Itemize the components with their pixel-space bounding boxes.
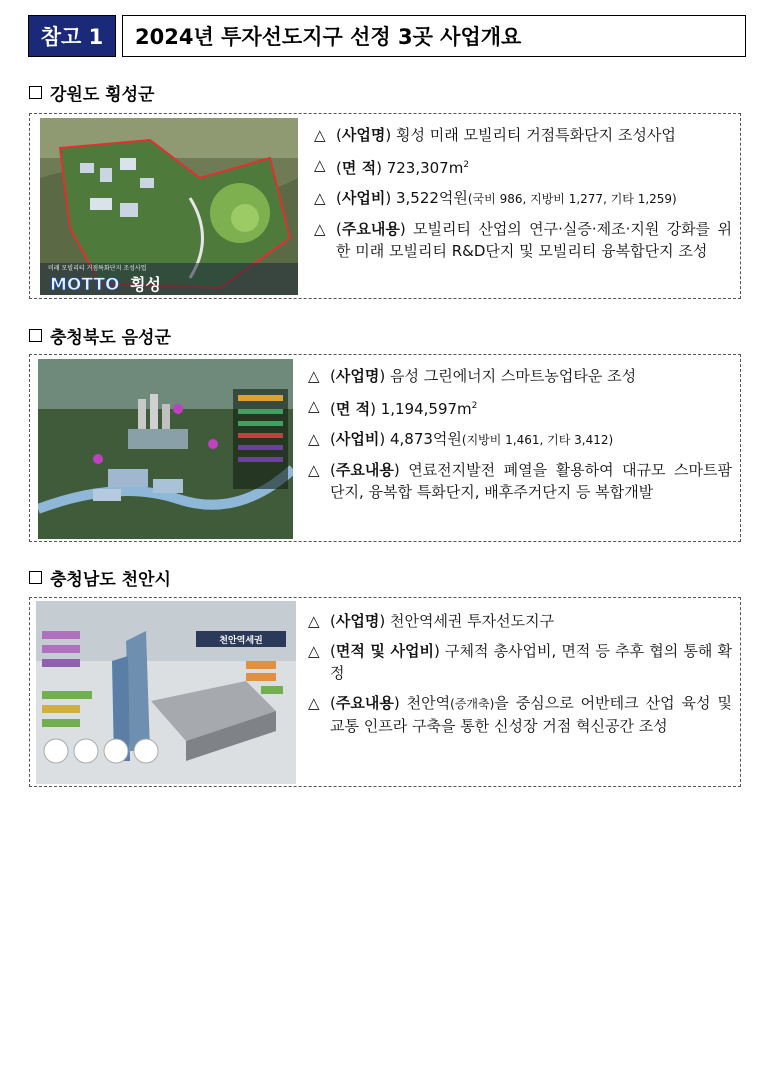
white-triangle-icon: △ bbox=[308, 461, 320, 479]
white-square-icon bbox=[29, 571, 42, 584]
section-panel-eumseong bbox=[29, 354, 741, 542]
item-list bbox=[314, 124, 732, 270]
rendering-image bbox=[36, 601, 296, 784]
rendering-image bbox=[38, 359, 293, 539]
list-item: △ (사업비) 3,522억원(국비 986, 지방비 1,277, 기타 1,259) bbox=[314, 187, 732, 210]
photo-caption-small: 미래 모빌리티 거점특화단지 조성사업 bbox=[48, 265, 147, 272]
aerial-map-image bbox=[40, 118, 298, 295]
section-panel-hoengseong bbox=[29, 113, 741, 299]
list-item: △ (사업명) 천안역세권 투자선도지구 bbox=[308, 612, 555, 630]
list-item: △ (주요내용) 모빌리티 산업의 연구·실증·제조·지원 강화를 위한 미래 모빌리티 R&D단지 및 모빌리티 융복합단지 조성 bbox=[314, 220, 732, 260]
reference-tag: 참고 1 bbox=[28, 15, 116, 57]
list-item: △ (면적 및 사업비) 구체적 총사업비, 면적 등 추후 협의 통해 확정 bbox=[308, 642, 732, 682]
section-heading-eumseong: 충청북도 음성군 bbox=[29, 323, 171, 348]
white-triangle-icon: △ bbox=[308, 397, 320, 415]
list-item: △ (사업명) 횡성 미래 모빌리티 거점특화단지 조성사업 bbox=[314, 126, 676, 144]
white-triangle-icon: △ bbox=[308, 612, 320, 630]
white-triangle-icon: △ bbox=[314, 220, 326, 238]
list-item: △ (면 적) $723,307m^2$ bbox=[314, 156, 470, 177]
white-triangle-icon: △ bbox=[308, 642, 320, 660]
site-photo-cheonan bbox=[36, 601, 296, 784]
site-photo-eumseong bbox=[38, 359, 293, 539]
section-heading-hoengseong: 강원도 횡성군 bbox=[29, 80, 154, 105]
photo-caption-place: 횡성 bbox=[130, 275, 161, 294]
list-item: △ (사업명) 음성 그린에너지 스마트농업타운 조성 bbox=[308, 367, 637, 385]
list-item: △ (주요내용) 연료전지발전 폐열을 활용하여 대규모 스마트팜 단지, 융복합 특화단지, 배후주거단지 등 복합개발 bbox=[308, 461, 732, 501]
white-triangle-icon: △ bbox=[308, 694, 320, 712]
document-title-bar bbox=[28, 15, 746, 57]
list-item: △ (면 적) $1,194,597m^2$ bbox=[308, 397, 478, 418]
site-photo-hoengseong bbox=[40, 118, 298, 295]
page-title: 2024년 투자선도지구 선정 3곳 사업개요 bbox=[122, 15, 746, 57]
white-triangle-icon: △ bbox=[314, 156, 326, 174]
photo-caption-brand: MOTTO bbox=[50, 275, 120, 295]
section-heading-cheonan: 충청남도 천안시 bbox=[29, 565, 171, 590]
list-item: △ (사업비) 4,873억원(지방비 1,461, 기타 3,412) bbox=[308, 428, 732, 451]
item-list bbox=[308, 365, 732, 511]
section-panel-cheonan bbox=[29, 597, 741, 787]
white-triangle-icon: △ bbox=[308, 430, 320, 448]
photo-caption: 천안역세권 bbox=[219, 636, 263, 646]
white-square-icon bbox=[29, 86, 42, 99]
list-item: △ (주요내용) 천안역(증개축)을 중심으로 어반테크 산업 육성 및 교통 인프라 구축을 통한 신성장 거점 혁신공간 조성 bbox=[308, 694, 732, 735]
white-square-icon bbox=[29, 329, 42, 342]
white-triangle-icon: △ bbox=[308, 367, 320, 385]
item-list bbox=[308, 610, 732, 745]
white-triangle-icon: △ bbox=[314, 189, 326, 207]
white-triangle-icon: △ bbox=[314, 126, 326, 144]
